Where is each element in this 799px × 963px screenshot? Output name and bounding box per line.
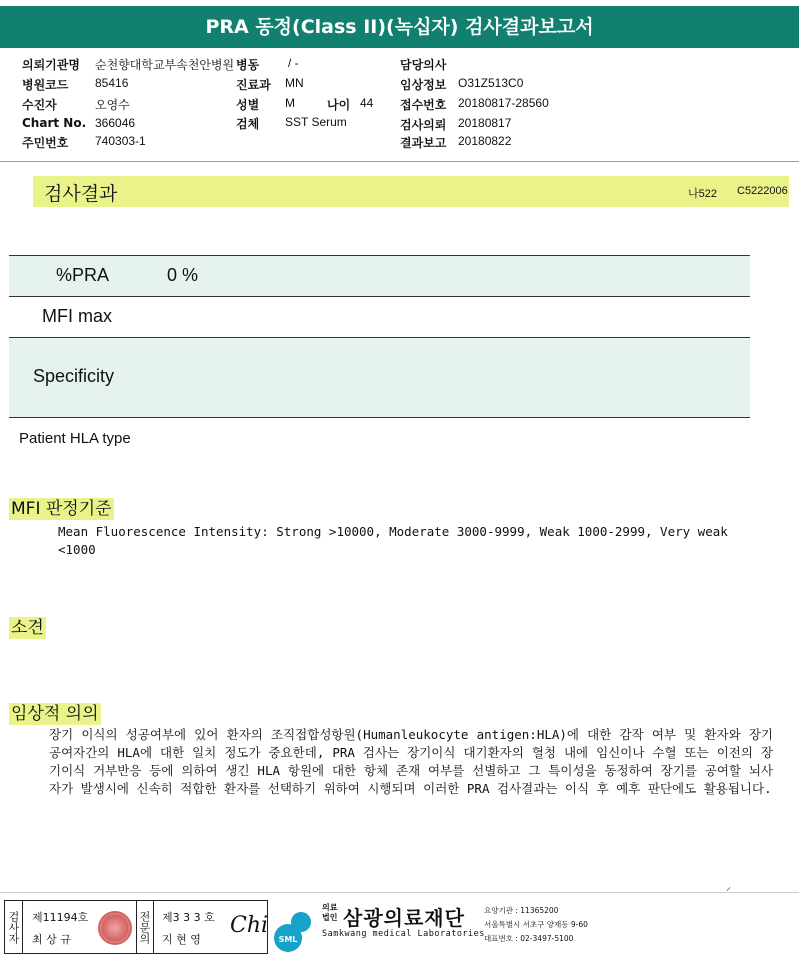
examiner-name: 최 상 규 xyxy=(32,933,71,946)
specimen-value: SST Serum xyxy=(285,115,347,129)
specialist-label: 전문의 xyxy=(136,901,154,953)
contact-address: 서울특별시 서초구 양재동 9-60 xyxy=(484,920,588,929)
resident-no-value: 740303-1 xyxy=(95,134,146,148)
test-code: 나522 xyxy=(688,188,717,200)
clinical-significance-text: 장기 이식의 성공여부에 있어 환자의 조직접합성항원(Humanleukocyte antigen:HLA)에 대한 감작 여부 및 환자와 장기공여자간의 HLA에 대한 일치 정도가 중요한데, PRA 검사는 장기이식 대기환자의 혈청 내에 임신이나 수혈 또는 이전의 장기이식 거부반응 등에 의하여 생긴 HLA 항원에 대한 항체 존재 여부를 선별하고 그 특이성을 동정하여 장기를 공여할 뇌사자가 발생시에 신속히 적합한 환자를 선택하기 위하여 시행되며 이러한 PRA 검사결과는 이식 후 예후 판단에도 활용됩니다. xyxy=(49,727,773,796)
attending-doctor xyxy=(400,56,446,73)
mfi-criteria-title: MFI 판정기준 xyxy=(11,499,112,519)
receipt-no-label: 접수번호 xyxy=(400,98,447,112)
ward-label: 병동 xyxy=(236,58,260,72)
contact-phone: 대표번호 : 02-3497-5100 xyxy=(484,934,574,943)
chart-no xyxy=(22,116,136,130)
specimen xyxy=(236,115,347,132)
patient-info-panel xyxy=(0,48,799,162)
specificity-label: Specificity xyxy=(33,366,115,386)
corner-mark: ⸝ xyxy=(726,882,731,893)
patient-hla-type-label: Patient HLA type xyxy=(19,430,131,447)
hospital-code-value: 85416 xyxy=(95,76,129,90)
test-request-date xyxy=(400,116,512,133)
ward-value: / - xyxy=(288,56,299,70)
patient-name-label: 수진자 xyxy=(22,98,57,112)
report-footer xyxy=(0,882,799,963)
sml-logo-icon xyxy=(271,908,317,954)
logo-mark-text: SML xyxy=(278,935,298,944)
age-value: 44 xyxy=(360,96,374,110)
clinical-info xyxy=(400,76,524,93)
examiner-license: 제11194호 xyxy=(32,911,89,924)
department xyxy=(236,76,304,93)
specialist-name: 지 현 영 xyxy=(162,933,201,946)
patient-name-value: 오영수 xyxy=(95,98,130,112)
mfi-max-row xyxy=(9,297,750,338)
chart-no-label: Chart No. xyxy=(22,116,87,130)
department-value: MN xyxy=(285,76,304,90)
specimen-label: 검체 xyxy=(236,117,260,131)
ward xyxy=(236,56,299,73)
resident-no xyxy=(22,134,146,151)
age xyxy=(327,96,374,113)
result-section-header xyxy=(33,176,789,207)
requesting-institution-value: 순천향대학교부속천안병원 xyxy=(95,58,235,72)
requesting-institution-label: 의뢰기관명 xyxy=(22,58,80,72)
signature-box xyxy=(4,900,268,954)
sex-value: M xyxy=(285,96,295,110)
attending-doctor-label: 담당의사 xyxy=(400,58,447,72)
test-request-label: 검사의뢰 xyxy=(400,118,447,132)
test-request-value: 20180817 xyxy=(458,116,512,130)
sex xyxy=(236,96,295,113)
logo-prefix: 의료법인 xyxy=(322,903,338,922)
clinical-info-value: O31Z513C0 xyxy=(458,76,524,90)
receipt-no xyxy=(400,96,549,113)
pra-value: 0 % xyxy=(167,265,199,285)
result-report-date xyxy=(400,134,512,151)
age-label: 나이 xyxy=(327,98,351,112)
clinical-significance-title: 임상적 의의 xyxy=(11,704,99,724)
findings-title: 소견 xyxy=(11,618,44,638)
logo-english: Samkwang medical Laboratories xyxy=(322,929,485,939)
pra-label: %PRA xyxy=(56,265,110,285)
mfi-max-label: MFI max xyxy=(42,306,112,326)
examiner-label: 검사자 xyxy=(5,901,23,953)
test-item-code: C5222006 xyxy=(737,185,788,197)
department-label: 진료과 xyxy=(236,78,271,92)
specificity-row xyxy=(9,338,750,418)
result-report-value: 20180822 xyxy=(458,134,512,148)
pra-row xyxy=(9,256,750,297)
resident-no-label: 주민번호 xyxy=(22,136,69,150)
result-section-title: 검사결과 xyxy=(44,183,118,205)
contact-block xyxy=(484,904,588,946)
specialist-license: 제3 3 3 호 xyxy=(162,911,215,924)
report-title: PRA 동정(Class II)(녹십자) 검사결과보고서 xyxy=(0,6,799,48)
hospital-code-label: 병원코드 xyxy=(22,78,69,92)
logo-name: 삼광의료재단 xyxy=(343,906,465,930)
specialist-signature: Chi xyxy=(230,913,269,938)
examiner-seal xyxy=(98,911,132,945)
contact-code: 요양기관 : 11365200 xyxy=(484,906,559,915)
sex-label: 성별 xyxy=(236,98,260,112)
receipt-no-value: 20180817-28560 xyxy=(458,96,549,110)
requesting-institution xyxy=(22,56,235,73)
clinical-info-label: 임상정보 xyxy=(400,78,447,92)
patient-name xyxy=(22,96,130,113)
mfi-criteria-text: Mean Fluorescence Intensity: Strong >10000, Moderate 3000-9999, Weak 1000-2999, Very weak <1000 xyxy=(58,524,728,557)
hospital-code xyxy=(22,76,129,93)
result-report-label: 결과보고 xyxy=(400,136,447,150)
chart-no-value: 366046 xyxy=(95,116,136,130)
